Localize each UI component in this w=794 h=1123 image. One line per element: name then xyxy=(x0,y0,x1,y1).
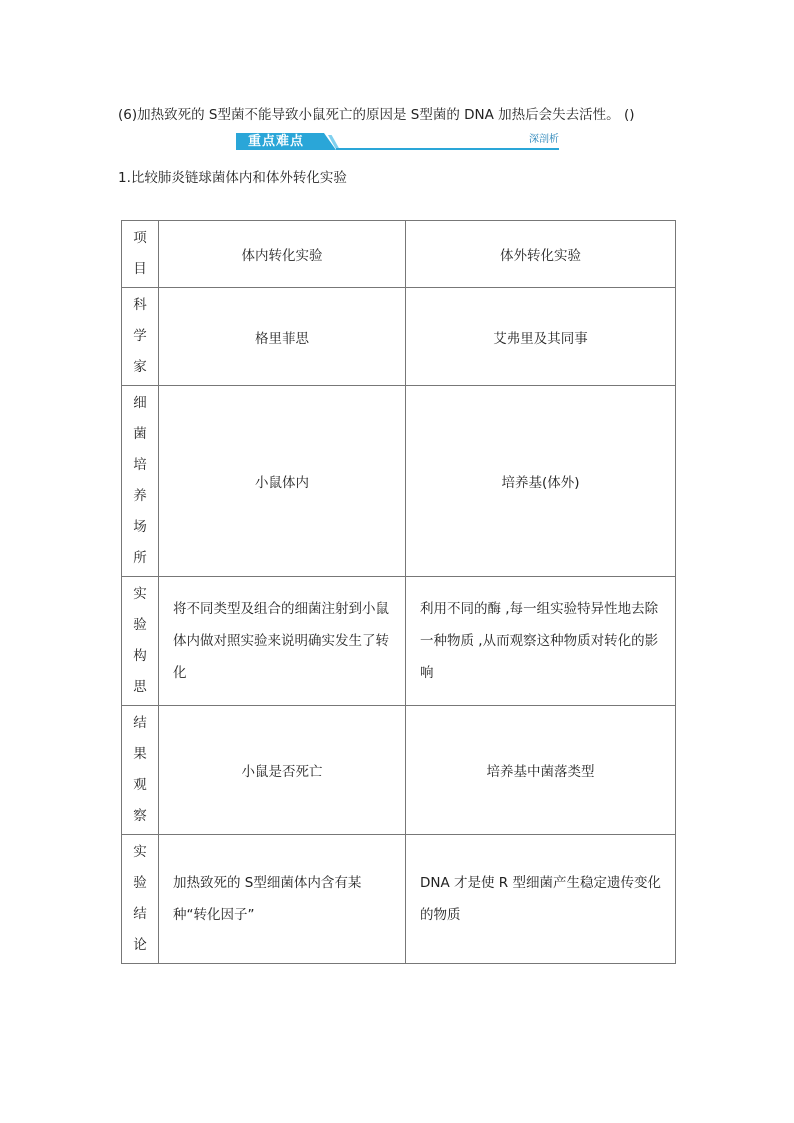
row-header-char: 场 xyxy=(133,519,147,535)
row-header-char: 结 xyxy=(133,906,147,922)
row-header xyxy=(122,386,159,577)
row-header-char: 所 xyxy=(133,550,147,566)
table-row xyxy=(122,221,676,288)
in-vivo-cell: 格里菲思 xyxy=(159,288,406,386)
table-row xyxy=(122,835,676,964)
in-vivo-cell: 体内转化实验 xyxy=(159,221,406,288)
in-vivo-cell: 小鼠是否死亡 xyxy=(159,706,406,835)
in-vivo-cell: 加热致死的 S型细菌体内含有某种“转化因子” xyxy=(159,835,406,964)
in-vitro-cell: 体外转化实验 xyxy=(406,221,676,288)
row-header-char: 培 xyxy=(133,457,147,473)
row-header-char: 养 xyxy=(133,488,147,504)
section-heading: 1.比较肺炎链球菌体内和体外转化实验 xyxy=(118,170,347,186)
row-header-char: 项 xyxy=(133,230,147,246)
banner-right-label: 深剖析 xyxy=(529,134,559,145)
in-vitro-cell: DNA 才是使 R 型细菌产生稳定遗传变化的物质 xyxy=(406,835,676,964)
row-header-char: 思 xyxy=(133,679,147,695)
row-header xyxy=(122,288,159,386)
row-header-char: 验 xyxy=(133,617,147,633)
row-header xyxy=(122,221,159,288)
row-header-char: 果 xyxy=(133,746,147,762)
row-header-char: 家 xyxy=(133,359,147,375)
table-row xyxy=(122,577,676,706)
row-header-char: 察 xyxy=(133,808,147,824)
row-header-char: 细 xyxy=(133,395,147,411)
row-header-char: 实 xyxy=(133,844,147,860)
in-vivo-cell: 将不同类型及组合的细菌注射到小鼠体内做对照实验来说明确实发生了转化 xyxy=(159,577,406,706)
row-header-char: 目 xyxy=(133,261,147,277)
row-header-char: 观 xyxy=(133,777,147,793)
row-header-char: 实 xyxy=(133,586,147,602)
row-header xyxy=(122,577,159,706)
row-header xyxy=(122,835,159,964)
table-row xyxy=(122,386,676,577)
table-row xyxy=(122,288,676,386)
row-header-char: 论 xyxy=(133,937,147,953)
row-header-char: 科 xyxy=(133,297,147,313)
in-vitro-cell: 艾弗里及其同事 xyxy=(406,288,676,386)
row-header-char: 学 xyxy=(133,328,147,344)
table-row xyxy=(122,706,676,835)
row-header-char: 验 xyxy=(133,875,147,891)
intro-question-line: (6)加热致死的 S型菌不能导致小鼠死亡的原因是 S型菌的 DNA 加热后会失去活性。 () xyxy=(118,107,635,123)
in-vitro-cell: 培养基(体外) xyxy=(406,386,676,577)
row-header-char: 构 xyxy=(133,648,147,664)
banner-title: 重点难点 xyxy=(248,134,305,149)
section-banner xyxy=(236,133,559,153)
banner-underline xyxy=(336,148,559,150)
in-vitro-cell: 利用不同的酶 ,每一组实验特异性地去除一种物质 ,从而观察这种物质对转化的影响 xyxy=(406,577,676,706)
comparison-table xyxy=(121,220,676,964)
in-vivo-cell: 小鼠体内 xyxy=(159,386,406,577)
row-header-char: 菌 xyxy=(133,426,147,442)
in-vitro-cell: 培养基中菌落类型 xyxy=(406,706,676,835)
row-header xyxy=(122,706,159,835)
row-header-char: 结 xyxy=(133,715,147,731)
